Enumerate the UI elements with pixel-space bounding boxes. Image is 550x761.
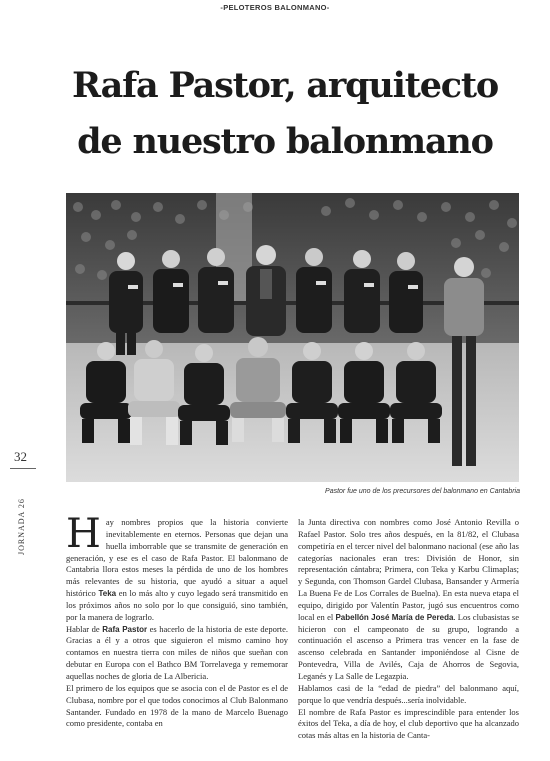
paragraph [66, 624, 288, 683]
team-photo [66, 193, 519, 482]
article-column-right [298, 517, 519, 742]
paragraph-text: la Junta directiva con nombres como José Antonio Revilla o Rafael Pastor. Solo tres años después, en la 81/82, el Clubasa competiría en el tercer nivel del balonmano nacional (ese año las categorías nacionales eran tres: División de Honor, sin representación cántabra; Primera, con Teka y Karbu Climaplas; y Segunda, con Thomson Gardel Clubasa, Bansander y Armería La Buena Fe de Los Corrales de Buelna). En esta nueva etapa el equipo, dirigido por Valentín Pastor, jugó sus encuentros como local en el [298, 517, 519, 622]
jornada-label: JORNADA 26 [17, 498, 26, 555]
paragraph: El nombre de Rafa Pastor es imprescindible para entender los éxitos del Teka, a día de hoy, el club deportivo que ha alcanzado cotas más altas en la historia de Canta- [298, 706, 519, 741]
paragraph-text: ay nombres propios que la historia convierte inevitablemente en eternos. Personas que dejan una huella imborrable que se transmite de generación en generación, y ese es el caso de Rafa Pastor. El balonmano de Cantabria llora estos meses la pérdida de uno de los hombres más relevantes de su historia, que ayudó a situar a aquel histórico [66, 517, 288, 599]
article-column-left [66, 511, 289, 730]
paragraph: El primero de los equipos que se asocia con el de Pastor es el de Clubasa, nombre por el que todos conocimos al Club Balonmano Santander. Fundado en 1978 de la mano de Marcelo Buenago como presidente, contaba en [66, 682, 288, 729]
highlight-teka: Teka [98, 589, 117, 599]
title-line-1: Rafa Pastor, arquitecto [71, 65, 499, 106]
team-photo-illustration [66, 193, 519, 482]
paragraph [298, 517, 519, 683]
title-line-2: de nuestro balonmano [77, 121, 493, 162]
photo-caption: Pastor fue uno de los precursores del balonmano en Cantabria [325, 488, 520, 495]
page-number: 32 [14, 449, 27, 464]
paragraph [66, 511, 289, 624]
highlight-pabellon: Pabellón José María de Pereda [335, 612, 454, 622]
page-number-rule [10, 468, 36, 469]
paragraph-text: Hablar de [66, 623, 100, 634]
paragraph: Hablamos casi de la “edad de piedra” del balonmano aquí, porque lo que vendría después...sería inolvidable. [298, 682, 519, 705]
section-tag: -PELOTEROS BALONMANO- [220, 3, 330, 12]
article-title [40, 58, 530, 170]
drop-cap: H [66, 511, 101, 557]
paragraph-text: . Los clubasistas se hicieron con el campeonato de su grupo, logrando a continuación el ascenso a Primera tras vencer en la fase de ascenso celebrada en Santander imponiéndose al Cisne de Pontevedra, Villa de Avilés, Caja de Ahorros de Segovia, Leganés y La Salle de Legazpia. [298, 611, 519, 681]
highlight-rafa-pastor: Rafa Pastor [102, 624, 148, 634]
paragraph-text: es hacerlo de la historia de este deporte. Gracias a él y a otros que siguieron el mismo camino hoy contamos en nuestra tierra con miles de niños que sueñan con debutar en Europa con el Bathco BM Torrelavega y rememorar aquellas noches de gloria de La Albericia. [66, 623, 289, 681]
paragraph-text: en lo más alto y cuyo legado será transmitido en los próximos años no solo por lo que consiguió, sino también, por la manera de lograrlo. [66, 588, 289, 622]
